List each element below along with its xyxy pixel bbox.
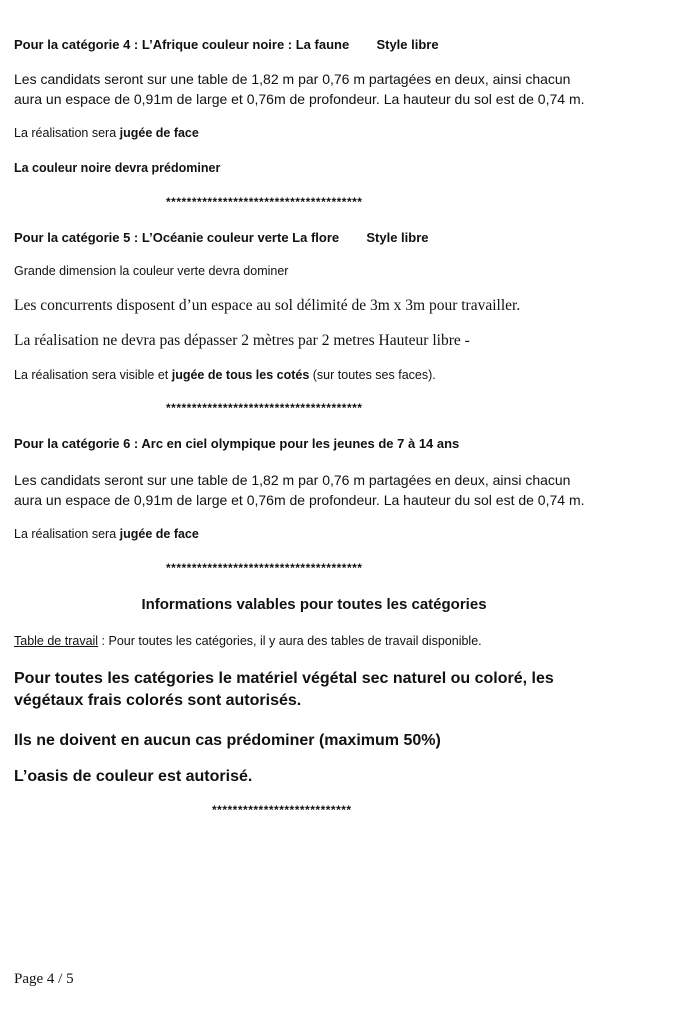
cat4-line2: aura un espace de 0,91m de large et 0,76m de profondeur. La hauteur du sol est de 0,74 m.: [14, 91, 585, 107]
separator-2: **************************************: [166, 401, 363, 415]
cat5-visible: [14, 368, 436, 382]
cat5-line3: La réalisation ne devra pas dépasser 2 mètres par 2 metres Hauteur libre -: [14, 332, 470, 349]
page-number: Page 4 / 5: [14, 971, 74, 987]
cat6-line1: Les candidats seront sur une table de 1,82 m par 0,76 m partagées en deux, ainsi chacun: [14, 472, 571, 488]
cat4-heading: [14, 37, 439, 52]
cat4-line1: Les candidats seront sur une table de 1,82 m par 0,76 m partagées en deux, ainsi chacun: [14, 71, 571, 87]
cat5-visible-suffix: (sur toutes ses faces).: [312, 368, 436, 382]
cat6-heading: Pour la catégorie 6 : Arc en ciel olympique pour les jeunes de 7 à 14 ans: [14, 436, 460, 451]
cat6-judged-bold: jugée de face: [119, 527, 199, 541]
table-text: : Pour toutes les catégories, il y aura des tables de travail disponible.: [98, 634, 482, 648]
table-label: Table de travail: [14, 634, 99, 648]
cat4-heading-text: Pour la catégorie 4 : L’Afrique couleur noire : La faune: [14, 37, 350, 52]
cat6-judged: [14, 527, 199, 541]
cat5-style: Style libre: [366, 230, 429, 245]
rule1-line1: Pour toutes les catégories le matériel végétal sec naturel ou coloré, les: [14, 670, 554, 687]
cat5-heading: [14, 230, 429, 245]
cat4-style: Style libre: [376, 37, 439, 52]
cat5-visible-prefix: La réalisation sera visible et: [14, 368, 169, 382]
cat5-line1: Grande dimension la couleur verte devra dominer: [14, 264, 289, 278]
cat4-dominant: La couleur noire devra prédominer: [14, 161, 221, 175]
cat5-line2: Les concurrents disposent d’un espace au sol délimité de 3m x 3m pour travailler.: [14, 297, 521, 314]
cat4-judged-prefix: La réalisation sera: [14, 126, 117, 140]
cat4-judged-bold: jugée de face: [119, 126, 199, 140]
rule1-line2: végétaux frais colorés sont autorisés.: [14, 692, 302, 709]
cat6-line2: aura un espace de 0,91m de large et 0,76m de profondeur. La hauteur du sol est de 0,74 m.: [14, 492, 585, 508]
table-line: [14, 634, 482, 648]
cat5-visible-bold: jugée de tous les cotés: [171, 368, 310, 382]
rule2: Ils ne doivent en aucun cas prédominer (maximum 50%): [14, 732, 441, 749]
rule3: L’oasis de couleur est autorisé.: [14, 768, 253, 785]
separator-4: ***************************: [212, 803, 352, 817]
separator-1: **************************************: [166, 195, 363, 209]
cat5-heading-text: Pour la catégorie 5 : L’Océanie couleur verte La flore: [14, 230, 340, 245]
separator-3: **************************************: [166, 561, 363, 575]
cat4-judged: [14, 126, 199, 140]
cat6-judged-prefix: La réalisation sera: [14, 527, 117, 541]
general-title: Informations valables pour toutes les catégories: [141, 596, 487, 613]
